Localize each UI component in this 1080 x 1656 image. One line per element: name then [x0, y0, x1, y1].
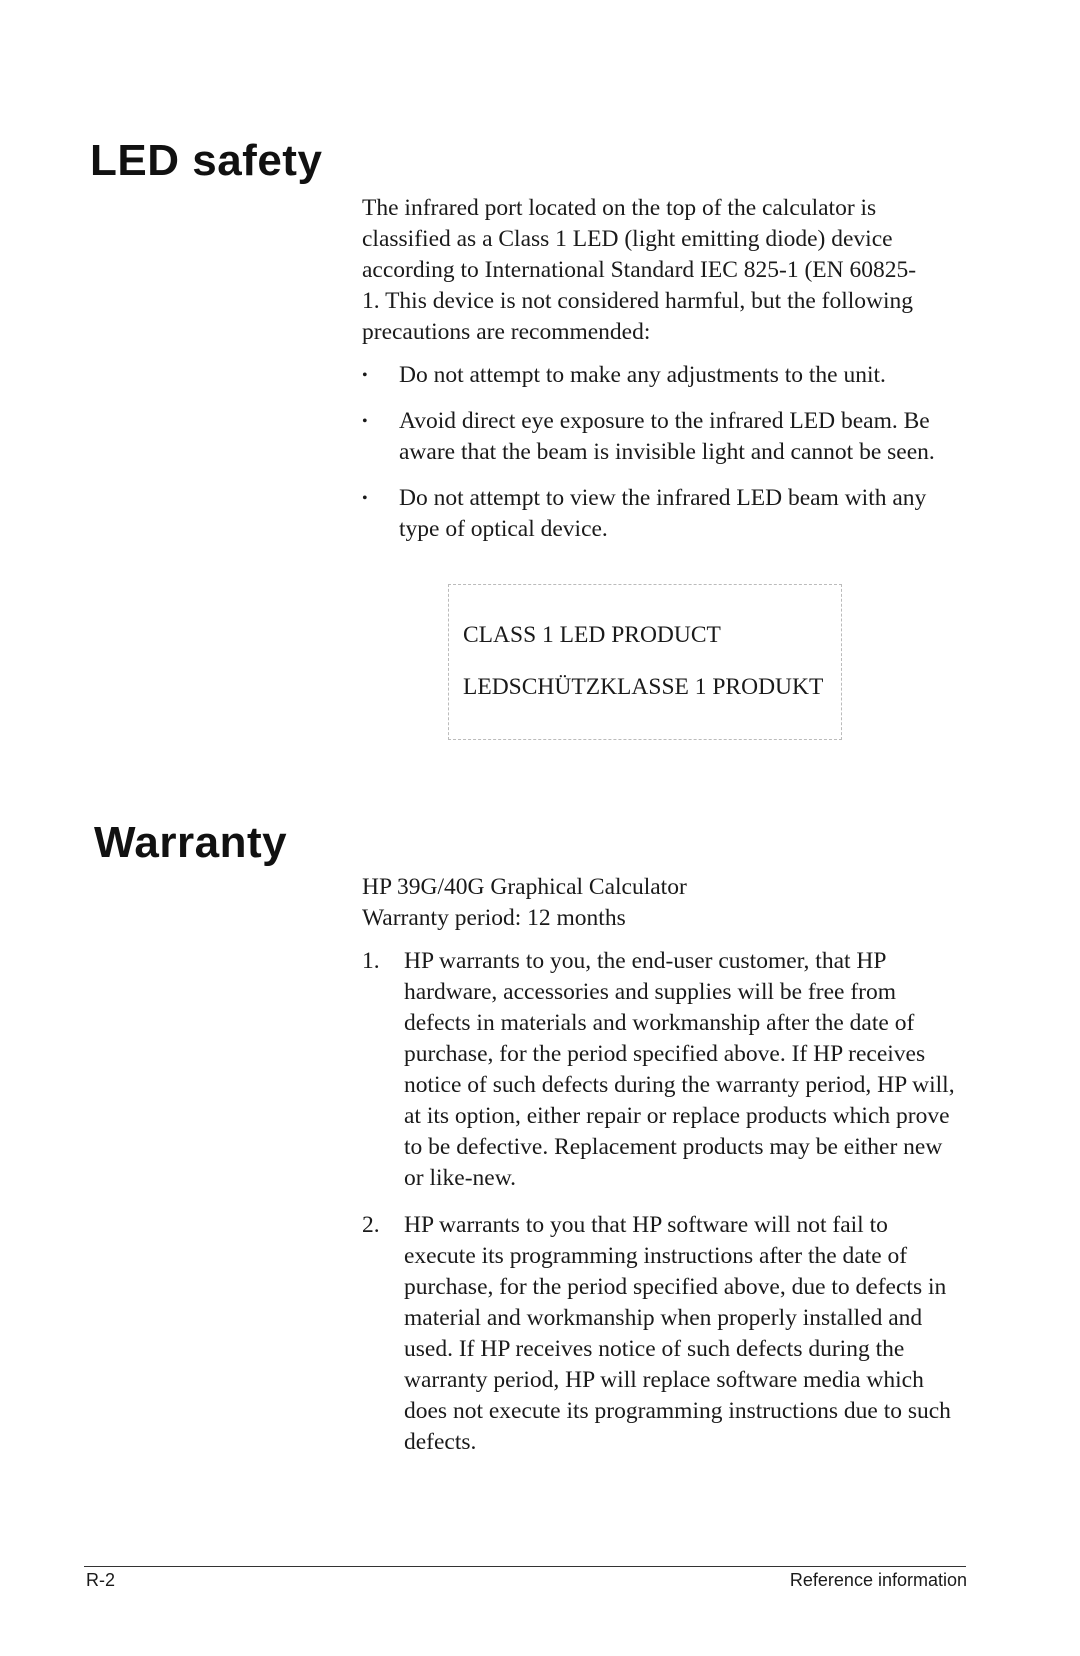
item-number: 2.: [362, 1212, 380, 1238]
led-safety-precautions-list: [362, 360, 962, 560]
warranty-product-name: HP 39G/40G Graphical Calculator: [362, 874, 687, 900]
footer-divider: [84, 1566, 966, 1567]
footer-section-title: Reference information: [789, 1570, 967, 1590]
item-text: HP warrants to you that HP software will not fail to execute its programming instructions after the date of purchase, for the period specified above, due to defects in material and workmanship when properly installed and used. If HP receives notice of such defects during the warranty period, HP will replace software media which does not execute its programming instructions due to such defects.: [404, 1212, 951, 1455]
item-number: 1.: [362, 948, 380, 974]
label-line-german: LEDSCHÜTZKLASSE 1 PRODUKT: [463, 674, 824, 700]
bullet-icon: •: [362, 490, 368, 507]
class-1-led-product-label: [448, 584, 842, 740]
page-number: R-2: [86, 1570, 116, 1590]
precaution-text: Do not attempt to view the infrared LED beam with any type of optical device.: [399, 485, 927, 542]
list-item: [362, 406, 962, 468]
list-item: [362, 1210, 962, 1458]
precaution-text: Avoid direct eye exposure to the infrared LED beam. Be aware that the beam is invisible light and cannot be seen.: [399, 408, 935, 465]
precaution-text: Do not attempt to make any adjustments to the unit.: [399, 362, 886, 388]
list-item: [362, 360, 962, 391]
label-line-english: CLASS 1 LED PRODUCT: [463, 622, 721, 648]
bullet-icon: •: [362, 413, 368, 430]
led-safety-intro: [362, 193, 932, 348]
warranty-header-block: [362, 872, 972, 934]
warranty-heading: Warranty: [94, 818, 288, 867]
led-safety-intro-text: The infrared port located on the top of the calculator is classified as a Class 1 LED (light emitting diode) device according to International Standard IEC 825-1 (EN 60825-1. This device is not considered harmful, but the following precautions are recommended:: [362, 195, 917, 345]
list-item: [362, 483, 962, 545]
bullet-icon: •: [362, 367, 368, 384]
item-text: HP warrants to you, the end-user customer, that HP hardware, accessories and supplies will be free from defects in materials and workmanship after the date of purchase, for the period specified above. If HP receives notice of such defects during the warranty period, HP will, at its option, either repair or replace products which prove to be defective. Replacement products may be either new or like-new.: [404, 948, 955, 1191]
led-safety-heading: LED safety: [90, 136, 323, 185]
list-item: [362, 946, 962, 1194]
warranty-terms-list: [362, 946, 962, 1474]
warranty-period: Warranty period: 12 months: [362, 905, 626, 931]
